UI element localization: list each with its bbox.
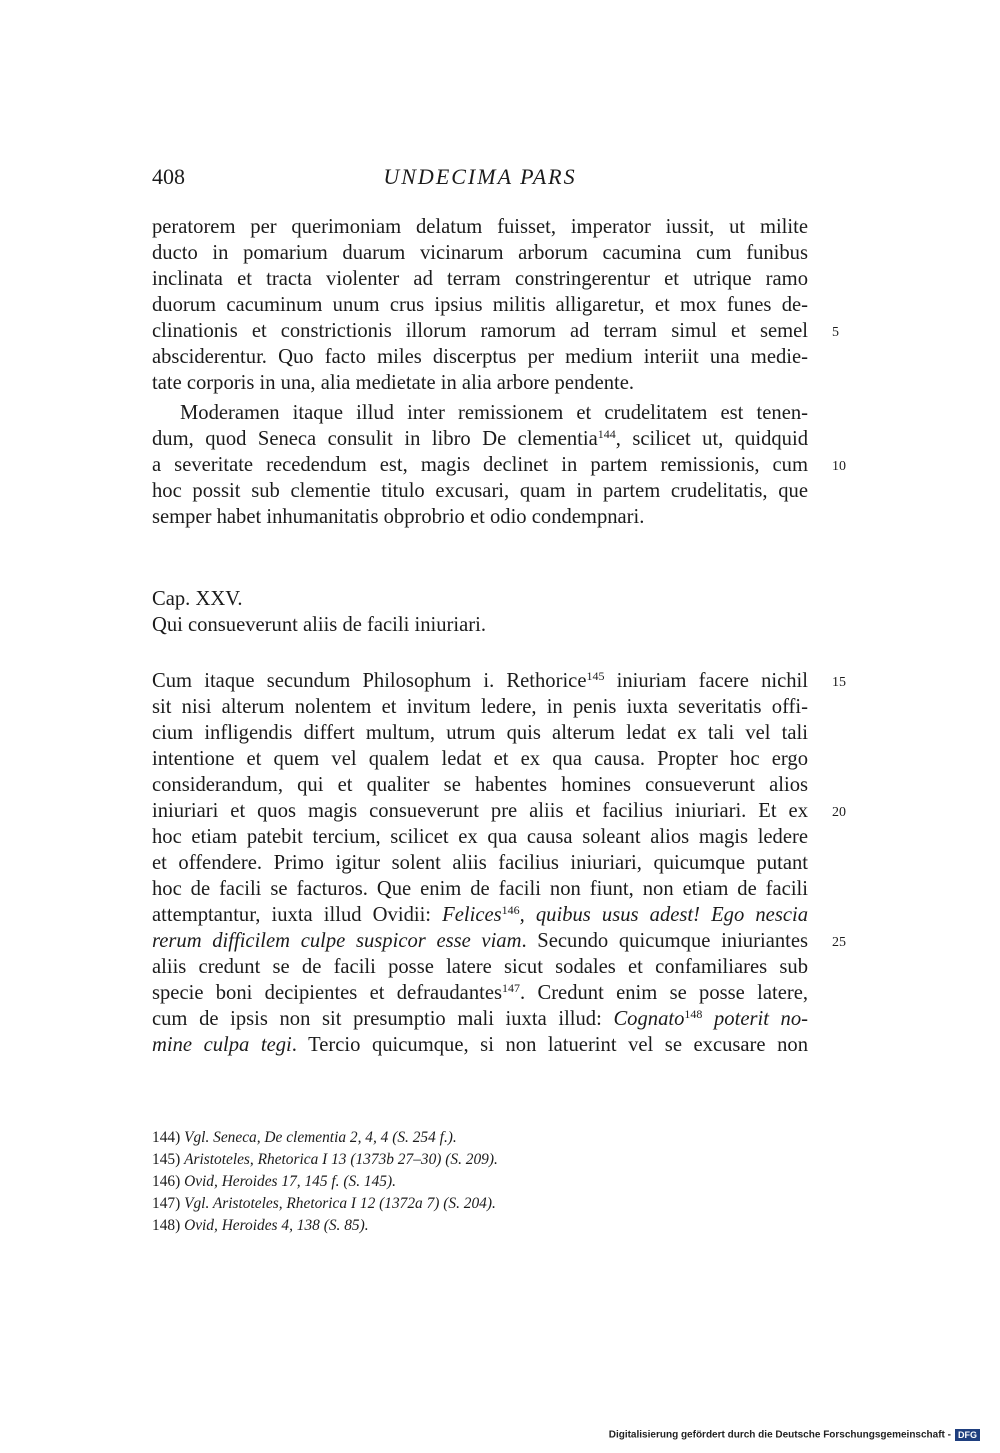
text-line-11: hoc possit sub clementie titulo excusari, quam in partem crudelitatis, que [152,480,808,502]
footnote-number: 147) [152,1195,181,1212]
text-line-28 [152,1006,808,1032]
text-line-9 [152,426,808,452]
quote-run: mine culpa tegi [152,1034,292,1056]
text-line-25 [152,928,808,954]
text-line-23: hoc de facili se facturos. Que enim de facili non fiunt, non etiam de facili [152,878,808,900]
text-line-21: hoc etiam patebit tercium, scilicet ex qua causa soleant alios magis ledere [152,826,808,848]
footnote-number: 144) [152,1129,181,1146]
digitization-credit [609,1429,980,1443]
text-line-29 [152,1032,808,1058]
footnote-147 [152,1194,496,1214]
text-run: , scilicet ut, quidquid [615,428,809,450]
footnote-ref-144[interactable]: 144 [597,427,616,441]
chapter-number: Cap. XXV. [152,588,243,610]
footnote-text: Ovid, Heroides 4, 138 (S. 85). [184,1217,369,1234]
text-line-16: sit nisi alterum nolentem et invitum ledere, in penis iuxta severitatis offi- [152,696,808,718]
quote-run: poterit no- [702,1008,808,1030]
footnote-text: Vgl. Seneca, De clementia 2, 4, 4 (S. 254 f.). [184,1129,457,1146]
text-line-18: intentione et quem vel qualem ledat et ex qua causa. Propter hoc ergo [152,748,808,770]
text-line-27 [152,980,808,1006]
text-run: . Tercio quicumque, si non latuerint vel se excusare non [291,1034,808,1056]
footnote-text: Aristoteles, Rhetorica I 13 (1373b 27–30) (S. 209). [184,1151,498,1168]
line-number-10: 10 [832,459,846,474]
footnote-148 [152,1216,369,1236]
text-line-10: a severitate recedendum est, magis declinet in partem remissionis, cum [152,454,808,476]
quote-run: , quibus usus adest! Ego nescia [519,904,808,926]
text-run: Cum itaque secundum Philosophum i. Rethorice [152,670,587,692]
text-line-5: clinationis et constrictionis illorum ramorum ad terram simul et semel [152,320,808,342]
text-line-20: iniuriari et quos magis consueverunt pre aliis et facilius iniuriari. Et ex [152,800,808,822]
line-number-15: 15 [832,675,846,690]
footnote-number: 148) [152,1217,181,1234]
text-line-17: cium infligendis differt multum, utrum quis alterum ledat ex tali vel tali [152,722,808,744]
footnote-ref-146[interactable]: 146 [501,903,520,917]
footnote-ref-145[interactable]: 145 [586,669,605,683]
line-number-20: 20 [832,805,846,820]
text-line-1: peratorem per querimoniam delatum fuisset, imperator iussit, ut milite [152,216,808,238]
text-line-19: considerandum, qui et qualiter se habentes homines consueverunt alios [152,774,808,796]
text-line-26: aliis credunt se de facili posse latere sicut sodales et confamiliares sub [152,956,808,978]
text-line-12: semper habet inhumanitatis obprobrio et odio condempnari. [152,506,645,528]
quote-run: Felices [442,904,502,926]
text-line-2: ducto in pomarium duarum vicinarum arborum cacumina cum funibus [152,242,808,264]
dfg-logo-icon: DFG [955,1429,980,1441]
text-line-3: inclinata et tracta violenter ad terram constringerentur et utrique ramo [152,268,808,290]
line-number-25: 25 [832,935,846,950]
text-run: dum, quod Seneca consulit in libro De clementia [152,428,598,450]
text-run: iniuriam facere nichil [604,670,808,692]
footnote-text: Ovid, Heroides 17, 145 f. (S. 145). [184,1173,396,1190]
footnote-144 [152,1128,457,1148]
quote-run: Cognato [613,1008,685,1030]
footnote-number: 145) [152,1151,181,1168]
footnote-145 [152,1150,498,1170]
text-line-8: Moderamen itaque illud inter remissionem et crudelitatem est tenen- [180,402,808,424]
footnote-146 [152,1172,396,1192]
text-run: cum de ipsis non sit presumptio mali iuxta illud: [152,1008,614,1030]
text-line-6: absciderentur. Quo facto miles discerptus per medium interiit una medie- [152,346,808,368]
text-line-4: duorum cacuminum unum crus ipsius militis alligaretur, et mox funes de- [152,294,808,316]
text-run: attemptantur, iuxta illud Ovidii: [152,904,443,926]
credit-text: Digitalisierung gefördert durch die Deutsche Forschungsgemeinschaft - [608,1429,951,1441]
text-line-15 [152,668,808,694]
text-run: . Credunt enim se posse latere, [520,982,809,1004]
chapter-title: Qui consueverunt aliis de facili iniuriari. [152,614,486,636]
line-number-5: 5 [832,325,839,340]
text-line-7: tate corporis in una, alia medietate in alia arbore pendente. [152,372,635,394]
page-number: 408 [152,164,185,189]
footnote-number: 146) [152,1173,181,1190]
running-title: UNDECIMA PARS [383,164,577,189]
quote-run: rerum difficilem culpe suspicor esse viam [152,930,522,952]
text-line-24 [152,902,808,928]
footnote-text: Vgl. Aristoteles, Rhetorica I 12 (1372a 7) (S. 204). [184,1195,496,1212]
footnote-ref-147[interactable]: 147 [502,981,520,995]
footnote-ref-148[interactable]: 148 [684,1007,703,1021]
text-run: specie boni decipientes et defraudantes [152,982,502,1004]
text-run: . Secundo quicumque iniuriantes [521,930,809,952]
text-line-22: et offendere. Primo igitur solent aliis facilius iniuriari, quicumque putant [152,852,808,874]
